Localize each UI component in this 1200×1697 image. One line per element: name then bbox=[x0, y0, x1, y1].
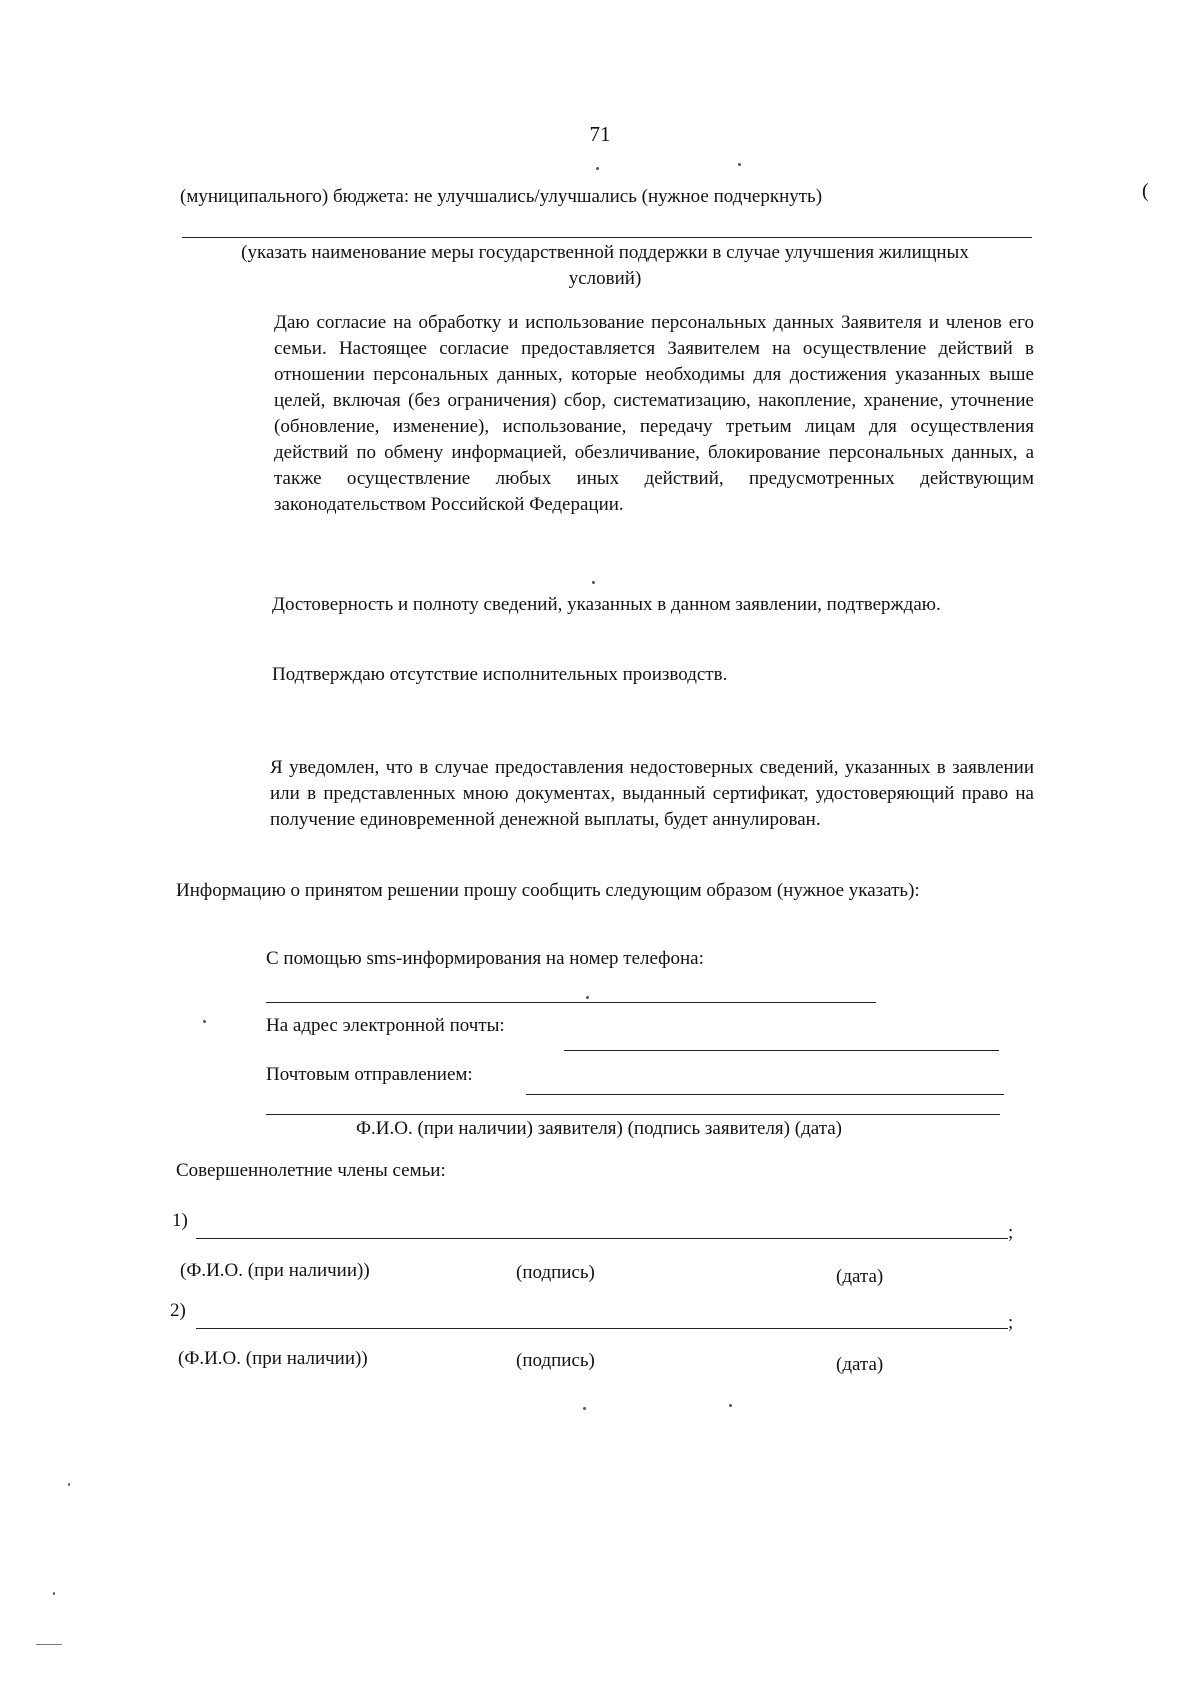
email-field-line bbox=[564, 1050, 999, 1051]
member-number: 1) bbox=[172, 1210, 188, 1231]
scan-edge-mark bbox=[36, 1644, 62, 1645]
adult-members-label: Совершеннолетние члены семьи: bbox=[176, 1160, 446, 1181]
scan-speck bbox=[583, 1407, 586, 1410]
scan-speck bbox=[592, 581, 595, 584]
phone-number-field-line bbox=[266, 1002, 876, 1003]
member-2-name-caption: (Ф.И.О. (при наличии)) bbox=[178, 1348, 368, 1369]
member-number: 2) bbox=[170, 1300, 186, 1321]
member-1-name-caption: (Ф.И.О. (при наличии)) bbox=[180, 1260, 370, 1281]
reliability-confirmation: Достоверность и полноту сведений, указанных в данном заявлении, подтверждаю. bbox=[272, 594, 941, 615]
consent-paragraph: Даю согласие на обработку и использование персональных данных Заявителя и членов его семьи. Настоящее согласие предоставляется Заявителем на осуществление действий в отношении персональных данных, которые необходимы для достижения указанных выше целей, включая (без ограничения) сбор, систематизацию, накопление, хранение, уточнение (обновление, изменение), использование, передачу третьим лицам для осуществления действий по обмену информацией, обезличивание, блокирование персональных данных, а также осуществление любых иных действий, предусмотренных действующим законодательством Российской Федерации. bbox=[274, 312, 1034, 515]
member-terminator: ; bbox=[1008, 1222, 1014, 1243]
scan-speck bbox=[203, 1020, 206, 1023]
page-number: 71 bbox=[589, 122, 611, 146]
support-measure-field-line bbox=[182, 237, 1032, 238]
applicant-signature-caption: Ф.И.О. (при наличии) заявителя) (подпись заявителя) (дата) bbox=[356, 1118, 842, 1139]
scan-speck bbox=[53, 1592, 55, 1595]
member-1-date-caption: (дата) bbox=[836, 1266, 884, 1287]
sms-option-label: С помощью sms-информирования на номер телефона: bbox=[266, 948, 704, 969]
applicant-signature-line bbox=[266, 1114, 1000, 1115]
info-request-paragraph: Информацию о принятом решении прошу сообщить следующим образом (нужное указать): bbox=[176, 880, 920, 901]
scan-speck bbox=[738, 163, 741, 166]
member-2-date-caption: (дата) bbox=[836, 1354, 884, 1375]
email-option-label: На адрес электронной почты: bbox=[266, 1015, 505, 1036]
postal-field-line bbox=[526, 1094, 1004, 1095]
budget-improvement-line: (муниципального) бюджета: не улучшались/улучшались (нужное подчеркнуть) bbox=[180, 186, 823, 207]
member-1-field-line bbox=[196, 1238, 1008, 1239]
member-terminator: ; bbox=[1008, 1312, 1014, 1333]
scan-speck bbox=[586, 996, 589, 999]
scan-speck bbox=[596, 167, 599, 170]
scan-speck bbox=[68, 1483, 70, 1486]
support-measure-caption: (указать наименование меры государственной поддержки в случае улучшения жилищных условий) bbox=[241, 242, 969, 289]
margin-mark: ( bbox=[1142, 180, 1149, 202]
member-2-signature-caption: (подпись) bbox=[516, 1350, 595, 1371]
no-enforcement-confirmation: Подтверждаю отсутствие исполнительных производств. bbox=[272, 664, 728, 685]
member-2-field-line bbox=[196, 1328, 1008, 1329]
member-1-signature-caption: (подпись) bbox=[516, 1262, 595, 1283]
scan-speck bbox=[729, 1404, 732, 1407]
notification-paragraph: Я уведомлен, что в случае предоставления недостоверных сведений, указанных в заявлении или в представленных мною документах, выданный сертификат, удостоверяющий право на получение единовременной денежной выплаты, будет аннулирован. bbox=[270, 757, 1034, 830]
post-option-label: Почтовым отправлением: bbox=[266, 1064, 473, 1085]
